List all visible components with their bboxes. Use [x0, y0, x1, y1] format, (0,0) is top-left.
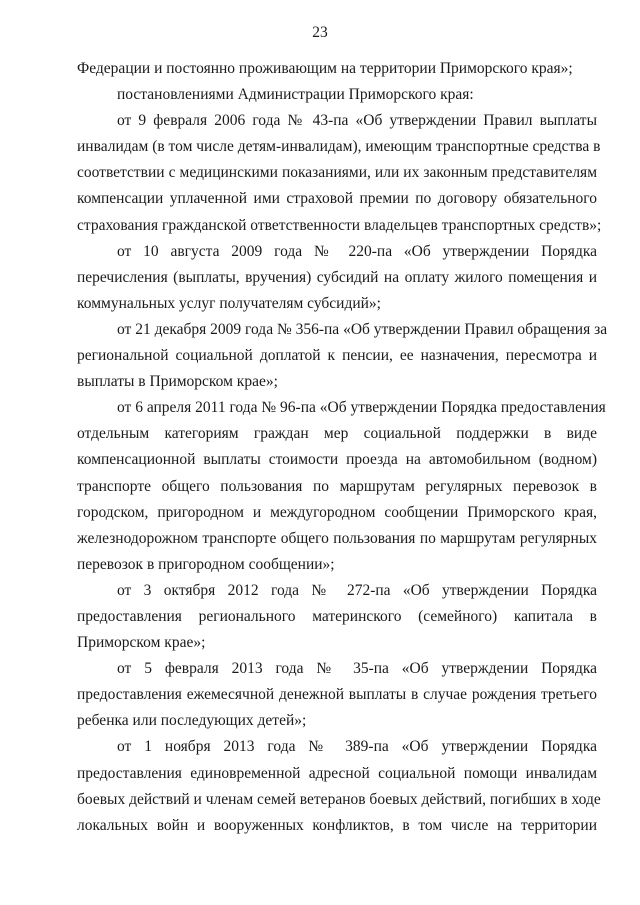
document-body [77, 56, 608, 839]
paragraph [77, 317, 608, 395]
text-line: боевых действий и членам семей ветеранов боевых действий, погибших в ходе [77, 790, 601, 808]
text-line: железнодорожном транспорте общего пользования по маршрутам регулярных [77, 529, 597, 547]
paragraph [77, 82, 597, 108]
text-line: инвалидам (в том числе детям-инвалидам), имеющим транспортные средства в [77, 138, 601, 156]
text-line: от 9 февраля 2006 года № 43-па «Об утверждении Правил выплаты [117, 112, 597, 130]
text-line: Приморском крае»; [77, 634, 206, 652]
text-line: от 21 декабря 2009 года № 356-па «Об утверждении Правил обращения за [117, 320, 608, 338]
text-line: компенсации уплаченной ими страховой премии по договору обязательного [77, 190, 597, 208]
text-line: страхования гражданской ответственности владельцев транспортных средств»; [77, 216, 602, 234]
text-line: перечисления (выплаты, вручения) субсидий на оплату жилого помещения и [77, 268, 597, 286]
text-line: предоставления единовременной адресной социальной помощи инвалидам [77, 764, 597, 782]
text-line: предоставления ежемесячной денежной выплаты в случае рождения третьего [77, 686, 597, 704]
paragraph [77, 578, 597, 656]
paragraph [77, 108, 602, 238]
text-line: отдельным категориям граждан мер социальной поддержки в виде [77, 425, 597, 443]
text-line: Федерации и постоянно проживающим на территории Приморского края»; [77, 60, 573, 77]
text-line: перевозок в пригородном сообщении»; [77, 555, 335, 573]
text-line: городском, пригородном и междугородном сообщении Приморского края, [77, 503, 597, 521]
text-line: от 10 августа 2009 года № 220-па «Об утверждении Порядка [117, 242, 597, 260]
text-line: предоставления регионального материнского (семейного) капитала в [77, 607, 597, 625]
text-line: коммунальных услуг получателям субсидий»; [77, 294, 381, 312]
text-line: региональной социальной доплатой к пенсии, ее назначения, пересмотра и [77, 347, 597, 365]
paragraph [77, 395, 606, 578]
text-line: постановлениями Администрации Приморского края: [117, 86, 474, 104]
text-line: транспорте общего пользования по маршрутам регулярных перевозок в [77, 477, 597, 495]
text-line: соответствии с медицинскими показаниями, или их законным представителям [77, 164, 597, 182]
paragraph [77, 56, 597, 82]
paragraph [77, 734, 601, 838]
text-line: от 6 апреля 2011 года № 96-па «Об утверждении Порядка предоставления [117, 399, 606, 417]
text-line: от 1 ноября 2013 года № 389-па «Об утверждении Порядка [117, 738, 597, 756]
text-line: локальных войн и вооруженных конфликтов, в том числе на территории [77, 816, 597, 834]
paragraph [77, 239, 597, 317]
text-line: от 3 октября 2012 года № 272-па «Об утверждении Порядка [117, 581, 597, 599]
text-line: от 5 февраля 2013 года № 35-па «Об утверждении Порядка [117, 660, 597, 678]
text-line: ребенка или последующих детей»; [77, 712, 307, 730]
text-line: компенсационной выплаты стоимости проезда на автомобильном (водном) [77, 451, 597, 469]
text-line: выплаты в Приморском крае»; [77, 373, 278, 391]
paragraph [77, 656, 597, 734]
page-number: 23 [312, 24, 328, 41]
